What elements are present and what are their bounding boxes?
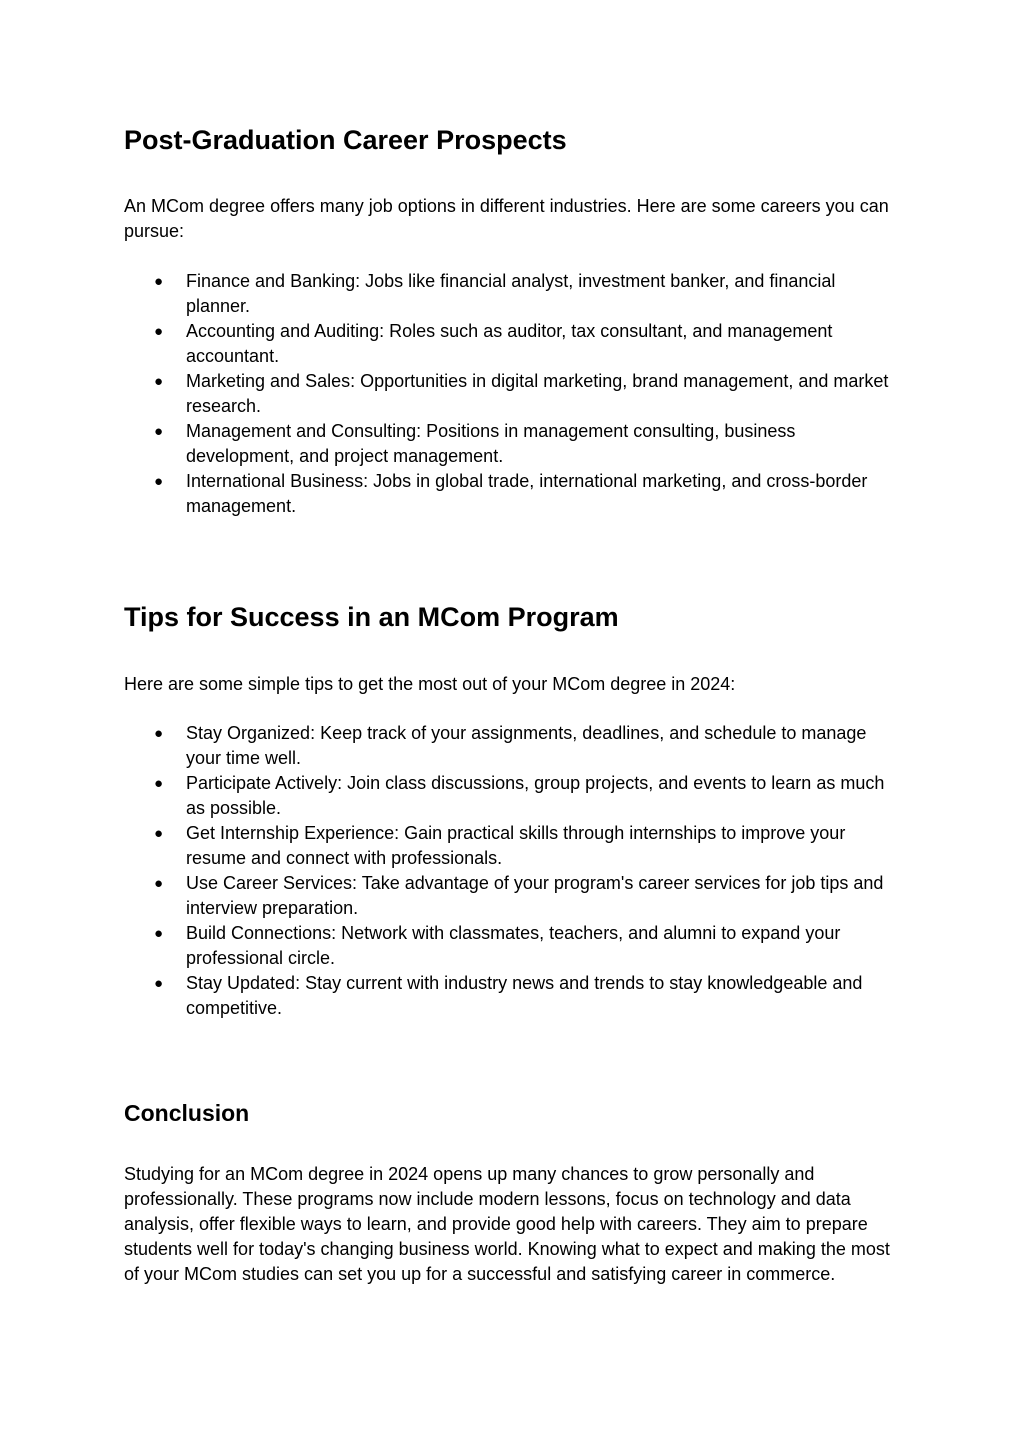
- list-item: ● Use Career Services: Take advantage of your program's career services for job tips and interview preparation.: [154, 873, 884, 918]
- list-item: ● Finance and Banking: Jobs like financial analyst, investment banker, and financial planner.: [154, 271, 836, 316]
- list-item: ● Stay Updated: Stay current with industry news and trends to stay knowledgeable and competitive.: [154, 973, 863, 1018]
- list-item: ● Participate Actively: Join class discussions, group projects, and events to learn as much as possible.: [154, 773, 885, 818]
- list-item: ● Marketing and Sales: Opportunities in digital marketing, brand management, and market research.: [154, 371, 889, 416]
- bullet-icon: ●: [154, 875, 164, 892]
- list-item: ● Get Internship Experience: Gain practical skills through internships to improve your resume and connect with professionals.: [154, 823, 846, 868]
- section-intro-tips: Here are some simple tips to get the most out of your MCom degree in 2024:: [124, 674, 736, 694]
- bullet-icon: ●: [154, 323, 164, 340]
- section-heading-tips: Tips for Success in an MCom Program: [124, 602, 619, 632]
- section-heading-conclusion: Conclusion: [124, 1100, 250, 1126]
- list-item: ● Stay Organized: Keep track of your assignments, deadlines, and schedule to manage your time well.: [154, 723, 867, 768]
- bullet-icon: ●: [154, 273, 164, 290]
- list-item: ● Accounting and Auditing: Roles such as auditor, tax consultant, and management accountant.: [154, 321, 833, 366]
- bullet-icon: ●: [154, 423, 164, 440]
- bullet-icon: ●: [154, 725, 164, 742]
- bullet-icon: ●: [154, 925, 164, 942]
- bullet-icon: ●: [154, 775, 164, 792]
- list-item: ● Management and Consulting: Positions in management consulting, business development, and project management.: [154, 421, 796, 466]
- bullet-icon: ●: [154, 825, 164, 842]
- list-item: ● International Business: Jobs in global trade, international marketing, and cross-border management.: [154, 471, 868, 516]
- section-heading-career-prospects: Post-Graduation Career Prospects: [124, 125, 567, 155]
- section-body-conclusion: Studying for an MCom degree in 2024 opens up many chances to grow personally and professionally. These programs now include modern lessons, focus on technology and data analysis, offer flexible ways to learn, and provide good help with careers. They aim to prepare students well for today's changing business world. Knowing what to expect and making the most of your MCom studies can set you up for a successful and satisfying career in commerce.: [124, 1164, 890, 1284]
- tips-list: [124, 721, 900, 1021]
- section-intro-career-prospects: An MCom degree offers many job options in different industries. Here are some careers you can pursue:: [124, 196, 889, 241]
- list-item: ● Build Connections: Network with classmates, teachers, and alumni to expand your professional circle.: [154, 923, 841, 968]
- bullet-icon: ●: [154, 473, 164, 490]
- career-prospects-list: [124, 269, 900, 519]
- bullet-icon: ●: [154, 975, 164, 992]
- bullet-icon: ●: [154, 373, 164, 390]
